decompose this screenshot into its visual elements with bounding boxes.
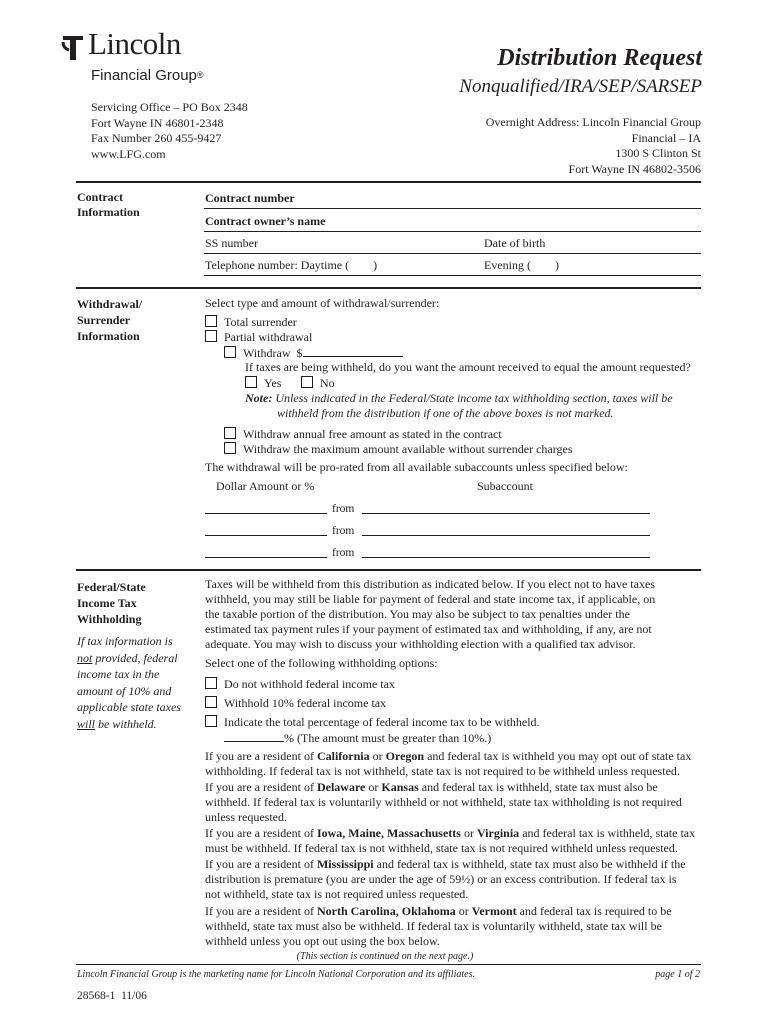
dob-label: Date of birth [484,236,546,250]
annual-free-option[interactable] [224,427,502,442]
states-iowa-maine-mass: Iowa, Maine, Massachusetts [316,826,461,840]
withdraw-amount-checkbox[interactable] [224,346,236,358]
states-nc-ok: North Carolina, Oklahoma [316,904,456,918]
withdraw-amount-label: Withdraw $ [243,346,303,360]
text: If you are a resident of [205,826,317,840]
section-label-line: Information [77,205,140,219]
side-note-line [77,650,181,667]
max-amount-option[interactable] [224,442,573,457]
text: If you are a resident of [205,904,317,918]
withhold-pct-line [224,730,491,746]
page-title: Distribution Request [497,45,702,71]
annual-free-label: Withdraw annual free amount as stated in the contract [243,427,502,441]
no-label: No [320,376,335,390]
text: or [455,904,472,918]
divider [76,287,701,289]
paragraph-line [205,749,691,764]
amount-field[interactable] [205,513,327,514]
from-label: from [332,503,355,515]
text: and federal tax is withheld, state tax must also be withheld if the [373,857,686,871]
withhold-pct-label: Indicate the total percentage of federal income tax to be withheld. [224,715,540,729]
section-label-line: Federal/State [77,580,146,594]
withhold-pct-field[interactable] [224,730,284,742]
no-option[interactable] [301,376,335,391]
paragraph-line: not withheld, state tax is not required unless requested. [205,887,469,901]
yes-checkbox[interactable] [245,376,257,388]
section-label-line: Income Tax [77,596,137,610]
max-amount-label: Withdraw the maximum amount available without surrender charges [243,442,573,456]
delaware-kansas-paragraph [205,780,682,825]
paragraph-line [205,904,672,919]
paragraph-line: distribution is premature (you are under the age of 59½) or an excess contribution. If federal tax is [205,872,677,886]
state-california: California [316,749,370,763]
from-label: from [332,525,355,537]
intro-line: Taxes will be withheld from this distribution as indicated below. If you elect not to have taxes [205,577,655,591]
logo-registered: ® [196,70,204,80]
servicing-office [91,100,351,162]
prorated-text: The withdrawal will be pro-rated from all available subaccounts unless specified below: [205,460,628,474]
section-label-line: Information [77,329,140,343]
logo-name: Lincoln [88,26,181,61]
form-number: 28568-1 11/06 [77,990,147,1002]
section-label-line: Surrender [77,313,131,327]
subaccount-field[interactable] [362,535,650,536]
mississippi-paragraph [205,857,686,902]
partial-withdrawal-label: Partial withdrawal [224,330,313,344]
overnight-line: Fort Wayne IN 46802-3506 [568,161,701,176]
side-note-line: amount of 10% and [77,683,172,698]
page-number: page 1 of 2 [655,969,700,980]
logo-sub-text: Financial Group [91,67,197,84]
side-note-line: applicable state taxes [77,700,181,714]
no-withhold-label: Do not withhold federal income tax [224,677,395,691]
overnight-line: Overnight Address: Lincoln Financial Group [485,115,701,129]
section-label-line: Withholding [77,612,142,626]
tax-intro [205,577,655,652]
state-mississippi: Mississippi [316,857,374,871]
tax-section-label [77,579,146,627]
marketing-statement: Lincoln Financial Group is the marketing name for Lincoln National Corporation and its affiliates. [77,969,475,980]
text: and federal tax is withheld, state tax [519,826,696,840]
no-withhold-checkbox[interactable] [205,677,217,689]
note-body: Unless indicated in the Federal/State income tax withholding section, taxes will be [275,391,673,405]
iowa-paragraph [205,826,695,856]
note-label: Note: [245,391,273,405]
side-note-not: not [77,650,93,665]
state-virginia: Virginia [476,826,520,840]
text: and federal tax is required to be [516,904,672,918]
paragraph-line: withholding. If federal tax is not withheld, state tax is not required to be withheld unless requested. [205,764,680,778]
side-note-line [77,716,181,733]
withhold-pct-note: % (The amount must be greater than 10%.) [284,731,492,745]
contract-number-field[interactable] [204,208,701,209]
contract-number-label: Contract number [205,191,295,205]
phone-field[interactable] [204,275,701,276]
owner-name-field[interactable] [204,231,701,232]
withhold-10-label: Withhold 10% federal income tax [224,696,387,710]
paragraph-line: withheld unless you opt out using the box below. [205,934,440,948]
overnight-address [401,115,701,177]
lincoln-logo [60,26,220,90]
yes-label: Yes [264,376,282,390]
withdrawal-section-label [77,296,142,344]
allocation-row [205,546,655,561]
amount-field[interactable] [205,557,327,558]
ss-dob-field[interactable] [204,253,701,254]
section-label-line: Withdrawal/ [77,297,143,311]
annual-free-checkbox[interactable] [224,427,236,439]
partial-withdrawal-checkbox[interactable] [205,330,217,342]
california-oregon-paragraph [205,749,691,779]
north-carolina-paragraph [205,904,672,949]
state-vermont: Vermont [471,904,517,918]
text: or [369,749,386,763]
paragraph-line: withheld, state tax must also be withheld. If federal tax is voluntarily withheld, state tax will be [205,919,662,933]
side-note-line: If tax information is [77,634,173,648]
overnight-line: Financial – IA [631,130,701,145]
total-surrender-checkbox[interactable] [205,315,217,327]
tax-side-note [77,633,181,732]
lincoln-logo-icon [60,34,86,62]
withdraw-amount-option[interactable] [224,345,403,361]
side-note-line: income tax in the [77,667,160,681]
note-text-2: withheld from the distribution if one of the above boxes is not marked. [277,406,614,420]
text: and federal tax is withheld you may opt out of state tax [424,749,692,763]
divider [76,569,701,571]
intro-line: adequate. You may wish to discuss your withholding election with a qualified tax advisor. [205,637,636,651]
note-text [245,391,673,406]
owner-name-label: Contract owner’s name [205,214,326,228]
side-note-will: will [77,716,96,731]
overnight-line: 1300 S Clinton St [615,146,701,160]
text: and federal tax is withheld, state tax must also be [418,780,658,794]
office-line: Fax Number 260 455-9427 [91,131,222,145]
continued-note: (This section is continued on the next page.) [296,951,474,962]
withdraw-amount-field[interactable] [303,345,403,357]
state-delaware: Delaware [316,780,366,794]
ss-number-label: SS number [205,236,259,250]
allocation-row [205,524,655,539]
no-withhold-option[interactable] [205,677,395,692]
withhold-10-option[interactable] [205,696,386,711]
text: If you are a resident of [205,857,317,871]
allocation-row [205,502,655,517]
paragraph-line: must be withheld. If federal tax is not withheld, state tax is not required withheld unless requested. [205,841,678,855]
max-amount-checkbox[interactable] [224,442,236,454]
paragraph-line [205,826,695,841]
text: or [460,826,477,840]
state-oregon: Oregon [385,749,425,763]
office-line: Servicing Office – PO Box 2348 [91,100,248,114]
tax-question-text: If taxes are being withheld, do you want the amount received to equal the amount requested? [245,360,691,374]
side-note-text: provided, federal [92,650,178,665]
intro-line: withheld, you may still be liable for payment of federal and state income tax, if applicable, on [205,592,656,606]
contract-section-label [77,190,140,220]
phone-evening-label: Evening ( ) [484,258,559,272]
logo-subtitle [91,66,204,85]
state-kansas: Kansas [381,780,419,794]
text: If you are a resident of [205,749,317,763]
partial-withdrawal-option[interactable] [205,330,312,345]
withhold-pct-checkbox[interactable] [205,715,217,727]
footer-divider [76,964,701,965]
intro-line: the taxable portion of the distribution. You may also be subject to tax penalties under the [205,607,630,621]
divider [76,181,701,183]
office-line: www.LFG.com [91,146,166,161]
select-type-text: Select type and amount of withdrawal/surrender: [205,296,440,310]
subaccount-field[interactable] [362,513,650,514]
yes-option[interactable] [245,376,281,391]
intro-line: estimated tax payment rules if your payment of estimated tax and withholding, if any, are not [205,622,652,636]
dollar-amount-header: Dollar Amount or % [216,479,315,493]
paragraph-line: unless requested. [205,810,287,824]
amount-field[interactable] [205,535,327,536]
text: If you are a resident of [205,780,317,794]
side-note-text: be withheld. [95,716,157,731]
phone-daytime-label: Telephone number: Daytime ( ) [205,258,378,272]
paragraph-line [205,857,686,872]
text: or [365,780,382,794]
subaccount-field[interactable] [362,557,650,558]
from-label: from [332,547,355,559]
select-withholding-text: Select one of the following withholding options: [205,656,438,670]
office-line: Fort Wayne IN 46801-2348 [91,115,224,130]
withhold-pct-option[interactable] [205,715,540,730]
total-surrender-option[interactable] [205,315,297,330]
paragraph-line [205,780,682,795]
section-label-line: Contract [77,190,123,204]
withhold-10-checkbox[interactable] [205,696,217,708]
paragraph-line: withheld. If federal tax is voluntarily withheld or not withheld, state tax withholding is not required [205,795,682,809]
no-checkbox[interactable] [301,376,313,388]
page-subtitle: Nonqualified/IRA/SEP/SARSEP [459,76,702,97]
subaccount-header: Subaccount [477,479,533,493]
total-surrender-label: Total surrender [224,315,297,329]
